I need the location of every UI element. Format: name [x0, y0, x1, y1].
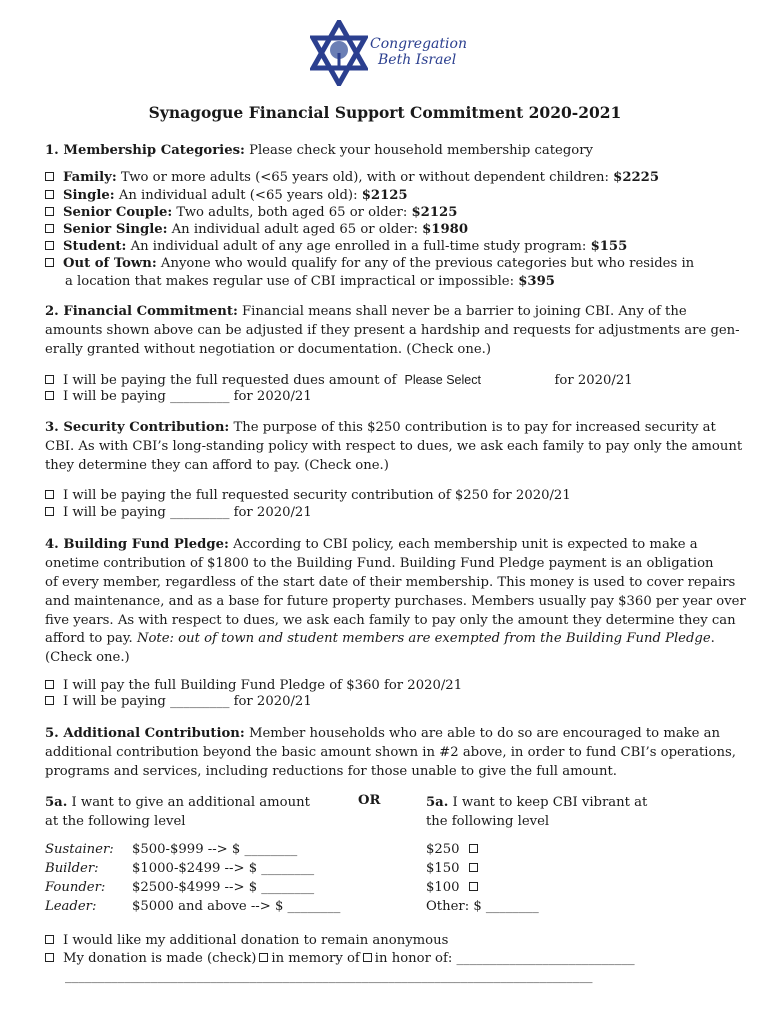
- checkbox[interactable]: [45, 207, 54, 216]
- option-label: Senior Single:: [63, 222, 168, 237]
- checkbox[interactable]: [45, 680, 54, 689]
- option-text: Two or more adults (<65 years old), with or without dependent children:: [116, 170, 614, 185]
- section5-text: Member households who are able to do so are encouraged to make an: [244, 726, 721, 741]
- checkbox[interactable]: [45, 507, 54, 516]
- section4-text: According to CBI policy, each membership unit is expected to make a: [228, 537, 698, 552]
- honoree-field[interactable]: in honor of: ___________________________: [374, 951, 635, 966]
- in-honor-checkbox[interactable]: [363, 953, 372, 962]
- option-text: I will be paying the full requested dues amount of: [63, 373, 397, 388]
- level-name: Leader:: [45, 899, 97, 914]
- option-text: I will be paying _________ for 2020/21: [63, 505, 312, 520]
- checkbox[interactable]: [45, 391, 54, 400]
- level-range-field[interactable]: $1000-$2499 --> $ ________: [132, 861, 315, 876]
- option-label: Family:: [63, 170, 117, 185]
- membership-option-senior-single[interactable]: [45, 221, 468, 239]
- membership-option-senior-couple[interactable]: [45, 204, 457, 222]
- building-custom-option[interactable]: [45, 693, 312, 711]
- level-names: [45, 840, 114, 916]
- option-text: Anyone who would qualify for any of the previous categories but who resides in: [156, 256, 695, 271]
- checkbox[interactable]: [45, 241, 54, 250]
- checkbox[interactable]: [45, 953, 54, 962]
- checkbox[interactable]: [469, 844, 478, 853]
- checkbox[interactable]: [45, 696, 54, 705]
- section2-line2: amounts shown above can be adjusted if they present a hardship and requests for adjustments are gen-: [45, 323, 740, 338]
- checkbox[interactable]: [469, 882, 478, 891]
- section5-line3: programs and services, including reductions for those unable to give the full amount.: [45, 764, 617, 779]
- section2-line1: [45, 303, 687, 321]
- security-full-option[interactable]: [45, 487, 571, 505]
- level-name: Builder:: [45, 861, 99, 876]
- subsection-text: at the following level: [45, 814, 186, 829]
- section2-text: Financial means shall never be a barrier to joining CBI. Any of the: [237, 304, 687, 319]
- option-text: I will be paying _________ for 2020/21: [63, 694, 312, 709]
- option-text: for 2020/21: [554, 373, 633, 388]
- section4-text: .: [710, 631, 715, 646]
- option-price: $395: [518, 274, 555, 289]
- option-text: I will pay the full Building Fund Pledge of $360 for 2020/21: [63, 678, 463, 693]
- star-of-david-icon: [310, 20, 368, 86]
- additional-amount-header: [45, 793, 310, 831]
- memorial-option[interactable]: [45, 950, 635, 968]
- checkbox[interactable]: [45, 172, 54, 181]
- option-text: I will be paying the full requested security contribution of $250 for 2020/21: [63, 488, 571, 503]
- section3-line1: [45, 419, 716, 437]
- in-memory-checkbox[interactable]: [259, 953, 268, 962]
- exemption-note: Note: out of town and student members are exempted from the Building Fund Pledge: [136, 631, 711, 646]
- section3-heading: 3. Security Contribution:: [45, 420, 230, 435]
- amount-option[interactable]: [426, 878, 539, 897]
- logo-line-1: Congregation: [370, 36, 467, 52]
- section1-intro: [45, 142, 593, 160]
- subsection-label: 5a.: [45, 795, 68, 810]
- option-label: Student:: [63, 239, 127, 254]
- level-range-field[interactable]: $500-$999 --> $ ________: [132, 842, 298, 857]
- option-text: I would like my additional donation to remain anonymous: [63, 933, 449, 948]
- level-name: Sustainer:: [45, 842, 114, 857]
- section1-intro-text: Please check your household membership category: [244, 143, 593, 158]
- membership-option-student[interactable]: [45, 238, 627, 256]
- section4-text: afford to pay.: [45, 631, 137, 646]
- option-price: $2125: [411, 205, 458, 220]
- section2-line3: erally granted without negotiation or documentation. (Check one.): [45, 342, 491, 357]
- checkbox[interactable]: [45, 258, 54, 267]
- option-label: Single:: [63, 188, 115, 203]
- option-price: $2125: [361, 188, 408, 203]
- section3-line2: CBI. As with CBI’s long-standing policy with respect to dues, we ask each family to pay only the amount: [45, 439, 743, 454]
- vibrant-amounts: [426, 840, 539, 916]
- option-price: $1980: [422, 222, 469, 237]
- amount-option[interactable]: [426, 859, 539, 878]
- section5-heading: 5. Additional Contribution:: [45, 726, 245, 741]
- section5-line1: [45, 725, 720, 743]
- subsection-text: the following level: [426, 814, 550, 829]
- section4-line4: and maintenance, and as a base for future property purchases. Members usually pay $360 per year over: [45, 594, 746, 609]
- subsection-text: I want to keep CBI vibrant at: [448, 795, 648, 810]
- section4-line6: [45, 630, 715, 648]
- checkbox[interactable]: [45, 935, 54, 944]
- checkbox[interactable]: [45, 224, 54, 233]
- membership-option-family[interactable]: [45, 169, 659, 187]
- security-custom-option[interactable]: [45, 504, 312, 522]
- membership-option-out-of-town[interactable]: [45, 255, 694, 273]
- option-text: in memory of: [271, 951, 360, 966]
- amount-label: $100: [426, 880, 460, 895]
- section2-heading: 2. Financial Commitment:: [45, 304, 238, 319]
- option-text: Two adults, both aged 65 or older:: [172, 205, 412, 220]
- section3-text: The purpose of this $250 contribution is to pay for increased security at: [229, 420, 716, 435]
- option-price: $155: [590, 239, 628, 254]
- checkbox[interactable]: [45, 375, 54, 384]
- congregation-logo: [310, 20, 467, 86]
- option-text: An individual adult aged 65 or older:: [167, 222, 423, 237]
- section1-heading: 1. Membership Categories:: [45, 143, 245, 158]
- subsection-text: I want to give an additional amount: [67, 795, 310, 810]
- logo-line-2: Beth Israel: [378, 52, 457, 68]
- level-range-field[interactable]: $2500-$4999 --> $ ________: [132, 880, 315, 895]
- amount-label: $250: [426, 842, 460, 857]
- other-amount-field[interactable]: Other: $ ________: [426, 899, 539, 914]
- dues-amount-select[interactable]: Please Select: [404, 373, 481, 387]
- level-range-field[interactable]: $5000 and above --> $ ________: [132, 899, 341, 914]
- option-text: My donation is made (check): [63, 951, 257, 966]
- checkbox[interactable]: [45, 190, 54, 199]
- checkbox[interactable]: [469, 863, 478, 872]
- section4-line2: onetime contribution of $1800 to the Building Fund. Building Fund Pledge payment is an obligation: [45, 556, 714, 571]
- amount-label: $150: [426, 861, 460, 876]
- option-text: An individual adult (<65 years old):: [114, 188, 362, 203]
- section4-heading: 4. Building Fund Pledge:: [45, 537, 229, 552]
- amount-option[interactable]: [426, 840, 539, 859]
- membership-option-single[interactable]: [45, 187, 408, 205]
- section4-line3: of every member, regardless of the start date of their membership. This money is used to cover repairs: [45, 575, 736, 590]
- dues-custom-option[interactable]: [45, 388, 312, 406]
- section3-line3: they determine they can afford to pay. (Check one.): [45, 458, 389, 473]
- section4-line7: (Check one.): [45, 650, 130, 665]
- logo-wordmark: [370, 36, 467, 68]
- section4-line1: [45, 536, 698, 554]
- option-text: I will be paying _________ for 2020/21: [63, 389, 312, 404]
- option-price: $2225: [613, 170, 660, 185]
- section4-line5: five years. As with respect to dues, we ask each family to pay only the amount they determine they can: [45, 613, 736, 628]
- subsection-label: 5a.: [426, 795, 449, 810]
- out-of-town-continuation: [45, 273, 555, 291]
- option-text: a location that makes regular use of CBI impractical or impossible:: [65, 274, 519, 289]
- option-text: An individual adult of any age enrolled in a full-time study program:: [126, 239, 591, 254]
- level-ranges: [132, 840, 340, 916]
- anonymous-option[interactable]: [45, 932, 448, 950]
- level-name: Founder:: [45, 880, 106, 895]
- or-separator: OR: [358, 793, 381, 808]
- honoree-continuation-line[interactable]: ________________________________________________________________________________: [65, 969, 593, 984]
- page-title: Synagogue Financial Support Commitment 2020-2021: [148, 103, 622, 122]
- checkbox[interactable]: [45, 490, 54, 499]
- option-label: Senior Couple:: [63, 205, 173, 220]
- vibrant-level-header: [426, 793, 647, 831]
- section5-line2: additional contribution beyond the basic amount shown in #2 above, in order to fund CBI’s operations,: [45, 745, 736, 760]
- option-label: Out of Town:: [63, 256, 157, 271]
